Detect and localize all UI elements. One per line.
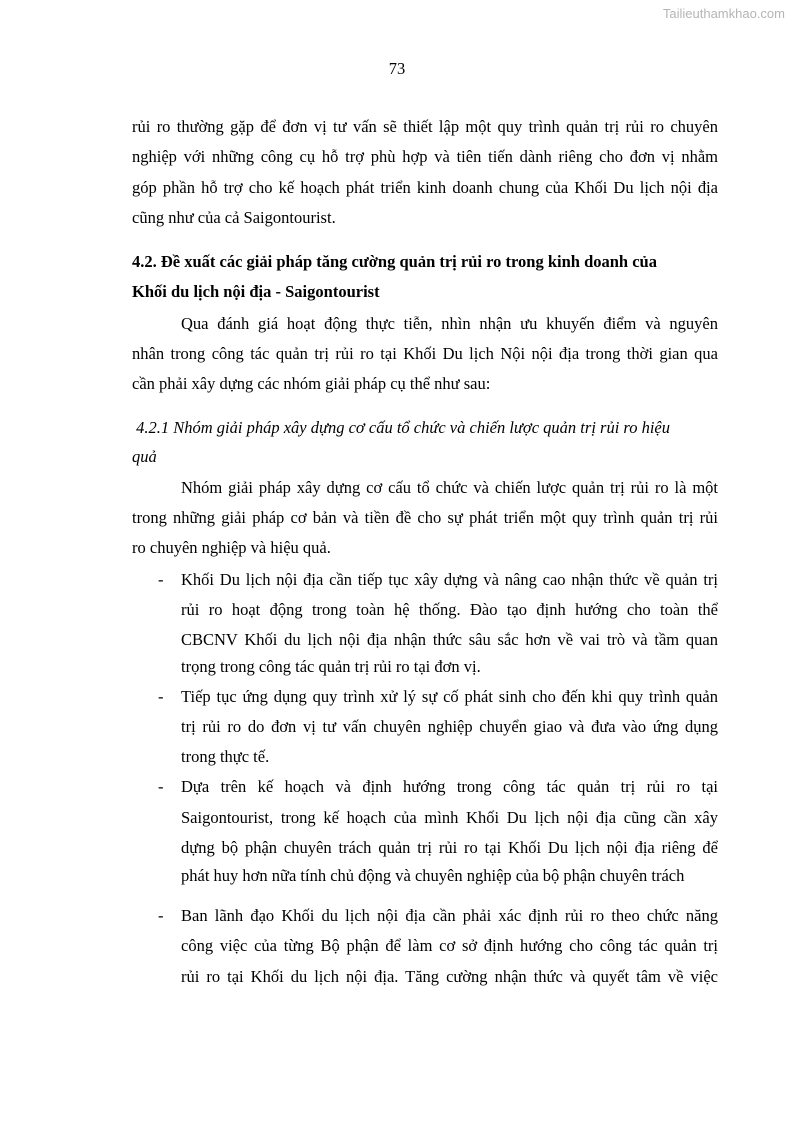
text-line: ro chuyên nghiệp và hiệu quả.: [132, 538, 331, 557]
watermark: Tailieuthamkhao.com: [662, 6, 785, 21]
text-line: Ban lãnh đạo Khối du lịch nội địa cần phải xác định rủi ro theo chức năng: [181, 906, 718, 925]
heading-line: quả: [132, 447, 157, 466]
bullet-dash: -: [158, 777, 164, 796]
text-line: dựng bộ phận chuyên trách quản trị rủi ro tại Khối Du lịch nội địa riêng để: [181, 838, 718, 857]
text-line: phát huy hơn nữa tính chủ động và chuyên nghiệp của bộ phận chuyên trách: [181, 866, 685, 885]
text-line: trọng trong công tác quản trị rủi ro tại đơn vị.: [181, 657, 481, 676]
text-line: rủi ro tại Khối du lịch nội địa. Tăng cường nhận thức và quyết tâm về việc: [181, 967, 718, 986]
text-line: góp phần hỗ trợ cho kế hoạch phát triển kinh doanh chung của Khối Du lịch nội địa: [132, 178, 718, 197]
text-line: rủi ro hoạt động trong toàn hệ thống. Đào tạo định hướng cho toàn thể: [181, 600, 718, 619]
heading-line: 4.2. Đề xuất các giải pháp tăng cường quản trị rủi ro trong kinh doanh của: [132, 252, 657, 271]
text-line: trị rủi ro do đơn vị tư vấn chuyên nghiệp chuyển giao và đưa vào ứng dụng: [181, 717, 718, 736]
bullet-dash: -: [158, 687, 164, 706]
text-line: trong thực tế.: [181, 747, 270, 766]
text-line: nhân trong công tác quản trị rủi ro tại Khối Du lịch Nội nội địa trong thời gian qua: [132, 344, 718, 363]
text-line: công việc của từng Bộ phận để làm cơ sở định hướng cho công tác quản trị: [181, 936, 718, 955]
text-line: Nhóm giải pháp xây dựng cơ cấu tổ chức và chiến lược quản trị rủi ro là một: [181, 478, 718, 497]
bullet-dash: -: [158, 570, 164, 589]
text-line: trong những giải pháp cơ bản và tiền đề cho sự phát triển một quy trình quản trị rủi: [132, 508, 718, 527]
page-number: 73: [388, 59, 406, 78]
heading-line: Khối du lịch nội địa - Saigontourist: [132, 282, 380, 301]
text-line: cũng như của cả Saigontourist.: [132, 208, 336, 227]
bullet-dash: -: [158, 906, 164, 925]
text-line: cần phải xây dựng các nhóm giải pháp cụ thể như sau:: [132, 374, 491, 393]
text-line: Saigontourist, trong kế hoạch của mình Khối Du lịch nội địa cũng cần xây: [181, 808, 718, 827]
heading-line: 4.2.1 Nhóm giải pháp xây dựng cơ cấu tổ chức và chiến lược quản trị rủi ro hiệu: [132, 418, 670, 437]
text-line: Qua đánh giá hoạt động thực tiễn, nhìn nhận ưu khuyến điểm và nguyên: [181, 314, 718, 333]
text-line: Khối Du lịch nội địa cần tiếp tục xây dựng và nâng cao nhận thức về quản trị: [181, 570, 718, 589]
text-line: CBCNV Khối du lịch nội địa nhận thức sâu sắc hơn về vai trò và tầm quan: [181, 630, 718, 649]
text-line: Tiếp tục ứng dụng quy trình xử lý sự cố phát sinh cho đến khi quy trình quản: [181, 687, 718, 706]
text-line: Dựa trên kế hoạch và định hướng trong công tác quản trị rủi ro tại: [181, 777, 718, 796]
text-line: rủi ro thường gặp để đơn vị tư vấn sẽ thiết lập một quy trình quản trị rủi ro chuyên: [132, 117, 718, 136]
text-line: nghiệp với những công cụ hỗ trợ phù hợp và tiên tiến dành riêng cho đơn vị nhằm: [132, 147, 718, 166]
